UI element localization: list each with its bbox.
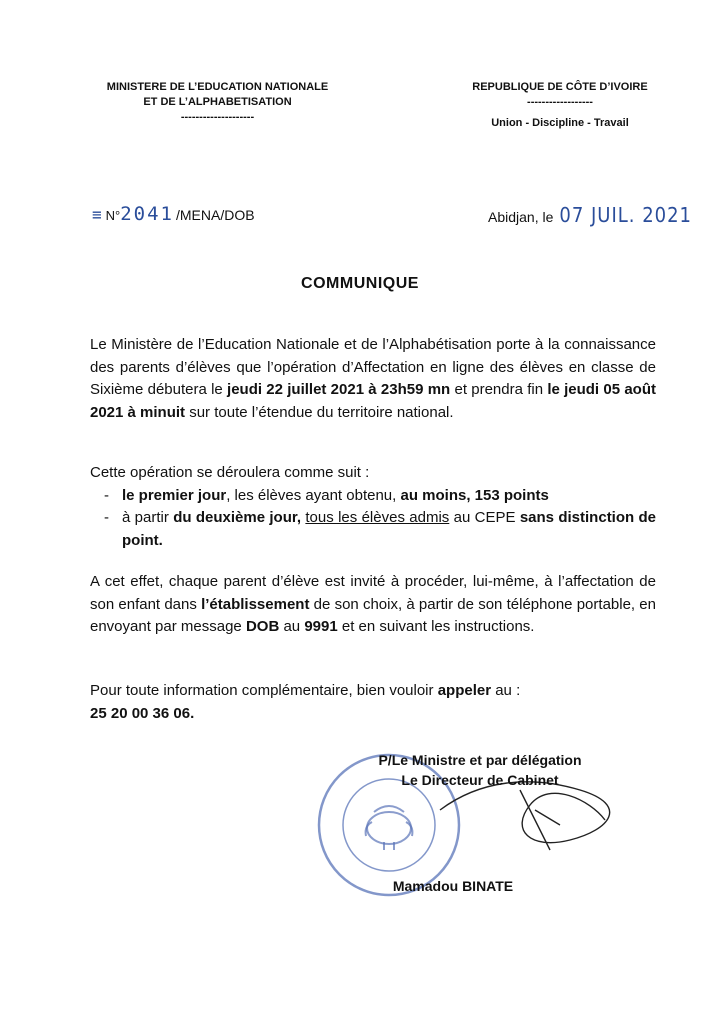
paragraph-schedule [90, 462, 656, 552]
text-span: à partir [122, 509, 174, 526]
header-left-divider: -------------------- [180, 111, 255, 123]
text-span: A cet effet, chaque parent d’élève est invité à procéder, lui-même, à l’affectation de son enfant dans [90, 573, 656, 613]
sms-number: 9991 [304, 618, 338, 635]
schedule-intro: Cette opération se déroulera comme suit : [90, 464, 370, 481]
reference-suffix: /MENA/DOB [176, 207, 255, 223]
date-prefix: Abidjan, le [488, 209, 554, 225]
end-date: le jeudi 05 août 2021 à minuit [90, 381, 656, 421]
text-span: Le Ministère de l’Education Nationale et de l’Alphabétisation porte à la connaissance des parents d’élèves que l’opération d’Affectation en ligne des élèves en classe de Sixième débutera le [90, 336, 656, 398]
paragraph-announcement [90, 334, 656, 424]
contact-line [90, 680, 656, 703]
document-date [488, 203, 692, 227]
header-right-divider: ------------------ [527, 96, 593, 108]
first-day: le premier jour [122, 486, 227, 504]
reference-prefix: N° [105, 208, 121, 223]
republic-name: REPUBLIQUE DE CÔTE D’IVOIRE [472, 81, 648, 93]
text-span: au : [491, 682, 521, 699]
text-span: de son choix, à partir de son téléphone portable, en envoyant par message [90, 595, 656, 635]
sms-keyword: DOB [245, 618, 280, 635]
establishment: l’établissement [201, 595, 310, 613]
reference-number [92, 203, 255, 225]
date-stamp: 07 JUIL. 2021 [559, 203, 692, 227]
text-span: , les élèves ayant obtenu, [226, 486, 401, 504]
document-title: COMMUNIQUE [301, 275, 419, 292]
paragraph-instructions [90, 571, 656, 639]
reference-stamp-number: 2041 [120, 203, 174, 225]
signatory-title-line1: P/Le Ministre et par délégation [378, 752, 582, 768]
signature-block [330, 750, 630, 790]
ministry-header [80, 80, 355, 125]
points-threshold: au moins, 153 points [400, 486, 549, 504]
signatory-name: Mamadou BINATE [392, 878, 514, 894]
text-span: au CEPE [449, 509, 520, 526]
contact-phone [90, 703, 656, 726]
stamp-mark-icon: ≡ [92, 205, 104, 224]
paragraph-contact [90, 680, 656, 725]
no-distinction: sans distinction de point. [122, 509, 657, 549]
list-item [90, 507, 656, 552]
call-word: appeler [437, 682, 492, 699]
start-date: jeudi 22 juillet 2021 à 23h59 mn [227, 381, 451, 398]
all-admitted: tous les élèves admis [305, 509, 450, 526]
signatory-title-line2: Le Directeur de Cabinet [401, 772, 559, 788]
ministry-name-line1: MINISTERE DE L’EDUCATION NATIONALE [106, 81, 329, 93]
list-item [90, 485, 656, 508]
text-span: Pour toute information complémentaire, bien vouloir [90, 682, 438, 699]
text-span: au [279, 618, 305, 635]
text-span: et en suivant les instructions. [337, 618, 535, 635]
national-motto: Union - Discipline - Travail [491, 117, 629, 129]
second-day: du deuxième jour, [173, 509, 302, 526]
text-span: sur toute l’étendue du territoire national. [185, 403, 454, 421]
text-span: et prendra fin [450, 381, 548, 398]
schedule-list [90, 485, 656, 553]
phone-number: 25 20 00 36 06. [90, 704, 195, 722]
ministry-name-line2: ET DE L’ALPHABETISATION [143, 96, 292, 108]
republic-header [440, 80, 680, 131]
